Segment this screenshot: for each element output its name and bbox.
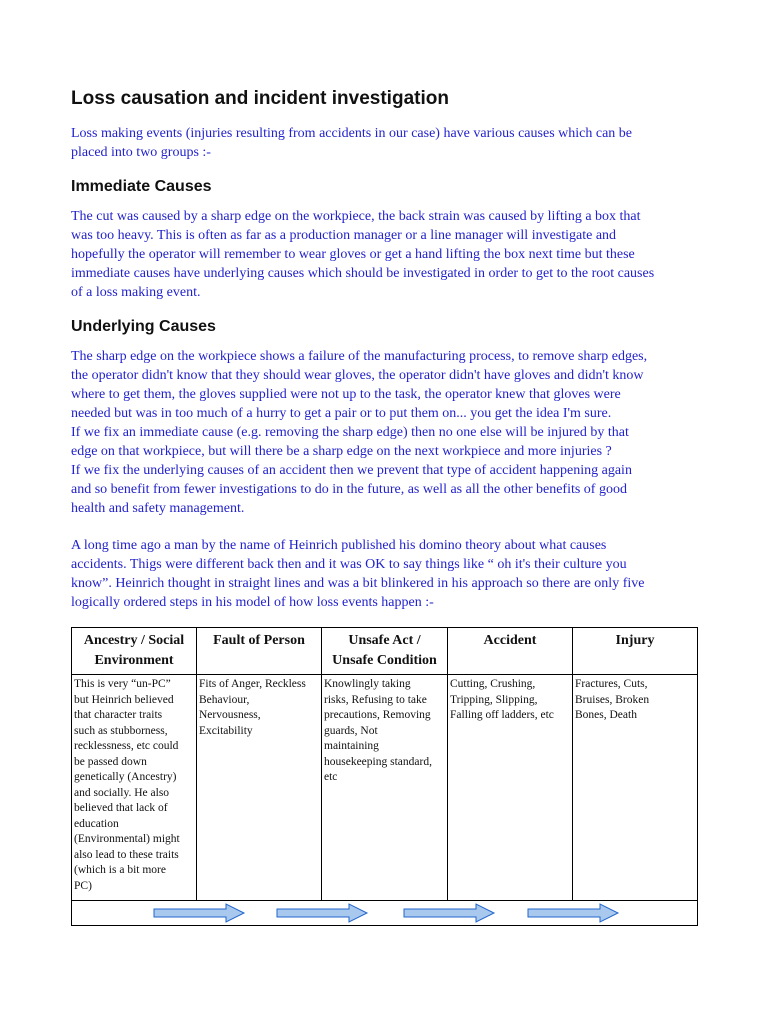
cell-line: This is very “un-PC” [74, 678, 171, 690]
immediate-causes-heading: Immediate Causes [71, 178, 212, 195]
cell-line: Bones, Death [575, 709, 637, 721]
cell-line: (which is a bit more [74, 864, 166, 876]
text-line: hopefully the operator will remember to wear gloves or get a hand lifting the box next time but these [71, 247, 635, 262]
header-injury [573, 628, 698, 675]
cell-line: Knowlingly taking [324, 678, 411, 690]
text-line: was too heavy. This is often as far as a production manager or a line manager will investigate and [71, 228, 617, 243]
header-accident [448, 628, 573, 675]
table-header-row [72, 628, 698, 675]
right-arrow-icon [404, 904, 494, 922]
cell-injury [573, 675, 698, 901]
text-line: If we fix an immediate cause (e.g. removing the sharp edge) then no one else will be injured by that [71, 425, 629, 440]
cell-line: and socially. He also [74, 786, 170, 799]
text-line: The cut was caused by a sharp edge on the workpiece, the back strain was caused by lifting a box that [71, 209, 641, 224]
cell-line: Nervousness, [199, 709, 261, 721]
text-line: A long time ago a man by the name of Heinrich published his domino theory about what causes [71, 538, 607, 553]
text-line: health and safety management. [71, 501, 245, 516]
immediate-causes-paragraph [71, 207, 654, 302]
cell-line: PC) [74, 879, 92, 892]
cell-line: (Environmental) might [74, 833, 180, 845]
header-fault-of-person [197, 628, 322, 675]
header-line: Unsafe Act / [348, 633, 421, 648]
text-line: The sharp edge on the workpiece shows a failure of the manufacturing process, to remove sharp edges, [71, 349, 648, 364]
underlying-causes-paragraph [71, 347, 647, 518]
text-line: needed but was in too much of a hurry to get a pair or to put them on... you get the idea I'm sure. [71, 406, 612, 421]
cell-line: recklessness, etc could [74, 740, 179, 752]
cell-line: maintaining [324, 740, 379, 752]
right-arrow-icon [154, 904, 244, 922]
cell-line: but Heinrich believed [74, 693, 174, 706]
text-line: accidents. Thigs were different back then and it was OK to say things like “ oh it's their culture you [71, 557, 627, 572]
cell-line: Excitability [199, 724, 253, 737]
text-line: immediate causes have underlying causes which should be investigated in order to get to the root causes [71, 266, 655, 281]
text-line: the operator didn't know that they should wear gloves, the operator didn't have gloves and didn't know [71, 368, 644, 383]
text-line: Loss making events (injuries resulting from accidents in our case) have various causes which can be [71, 126, 632, 141]
text-line: and so benefit from fewer investigations to do in the future, as well as all the other benefits of good [71, 482, 627, 497]
cell-fault-of-person [197, 675, 322, 901]
text-line: where to get them, the gloves supplied were not up to the task, the operator knew that gloves were [71, 387, 621, 402]
cell-line: also lead to these traits [74, 848, 179, 861]
text-line: If we fix the underlying causes of an accident then we prevent that type of accident happening again [71, 463, 632, 478]
cell-line: Fits of Anger, Reckless [199, 678, 306, 690]
header-line: Unsafe Condition [332, 653, 437, 668]
table-row [72, 675, 698, 901]
cell-line: risks, Refusing to take [324, 693, 427, 706]
header-line: Accident [483, 633, 537, 648]
cell-line: housekeeping standard, [324, 755, 432, 768]
page-title: Loss causation and incident investigation [71, 88, 449, 109]
cell-line: genetically (Ancestry) [74, 771, 177, 783]
cell-line: Behaviour, [199, 693, 250, 706]
header-line: Environment [94, 653, 174, 668]
cell-line: be passed down [74, 755, 147, 768]
heinrich-paragraph [71, 536, 644, 612]
header-ancestry [72, 628, 197, 675]
right-arrow-icon [528, 904, 618, 922]
text-line: placed into two groups :- [71, 145, 211, 160]
cell-unsafe-act [322, 675, 448, 901]
cell-line: Cutting, Crushing, [450, 678, 536, 690]
header-line: Fault of Person [213, 633, 305, 648]
cell-line: guards, Not [324, 724, 378, 737]
cell-line: etc [324, 771, 338, 783]
arrow-cell [72, 901, 698, 926]
header-unsafe-act [322, 628, 448, 675]
sequence-arrows [72, 901, 696, 925]
text-line: of a loss making event. [71, 285, 201, 300]
header-line: Ancestry / Social [83, 633, 185, 648]
cell-ancestry [72, 675, 197, 901]
cell-line: Bruises, Broken [575, 693, 650, 706]
cell-line: precautions, Removing [324, 709, 431, 721]
cell-line: such as stubborness, [74, 724, 168, 737]
right-arrow-icon [277, 904, 367, 922]
text-line: edge on that workpiece, but will there be a sharp edge on the next workpiece and more injuries ? [71, 444, 612, 459]
arrow-row [72, 901, 698, 926]
underlying-causes-heading: Underlying Causes [71, 318, 216, 335]
text-line: logically ordered steps in his model of how loss events happen :- [71, 595, 434, 610]
text-line: know”. Heinrich thought in straight lines and was a bit blinkered in his approach so there are only five [71, 576, 645, 591]
cell-line: Fractures, Cuts, [575, 678, 648, 690]
domino-theory-table [71, 627, 698, 926]
cell-line: Tripping, Slipping, [450, 693, 538, 706]
intro-paragraph [71, 124, 632, 162]
cell-line: education [74, 817, 119, 830]
cell-line: believed that lack of [74, 802, 168, 814]
header-line: Injury [615, 633, 655, 648]
cell-accident [448, 675, 573, 901]
cell-line: that character traits [74, 709, 163, 721]
cell-line: Falling off ladders, etc [450, 709, 554, 721]
